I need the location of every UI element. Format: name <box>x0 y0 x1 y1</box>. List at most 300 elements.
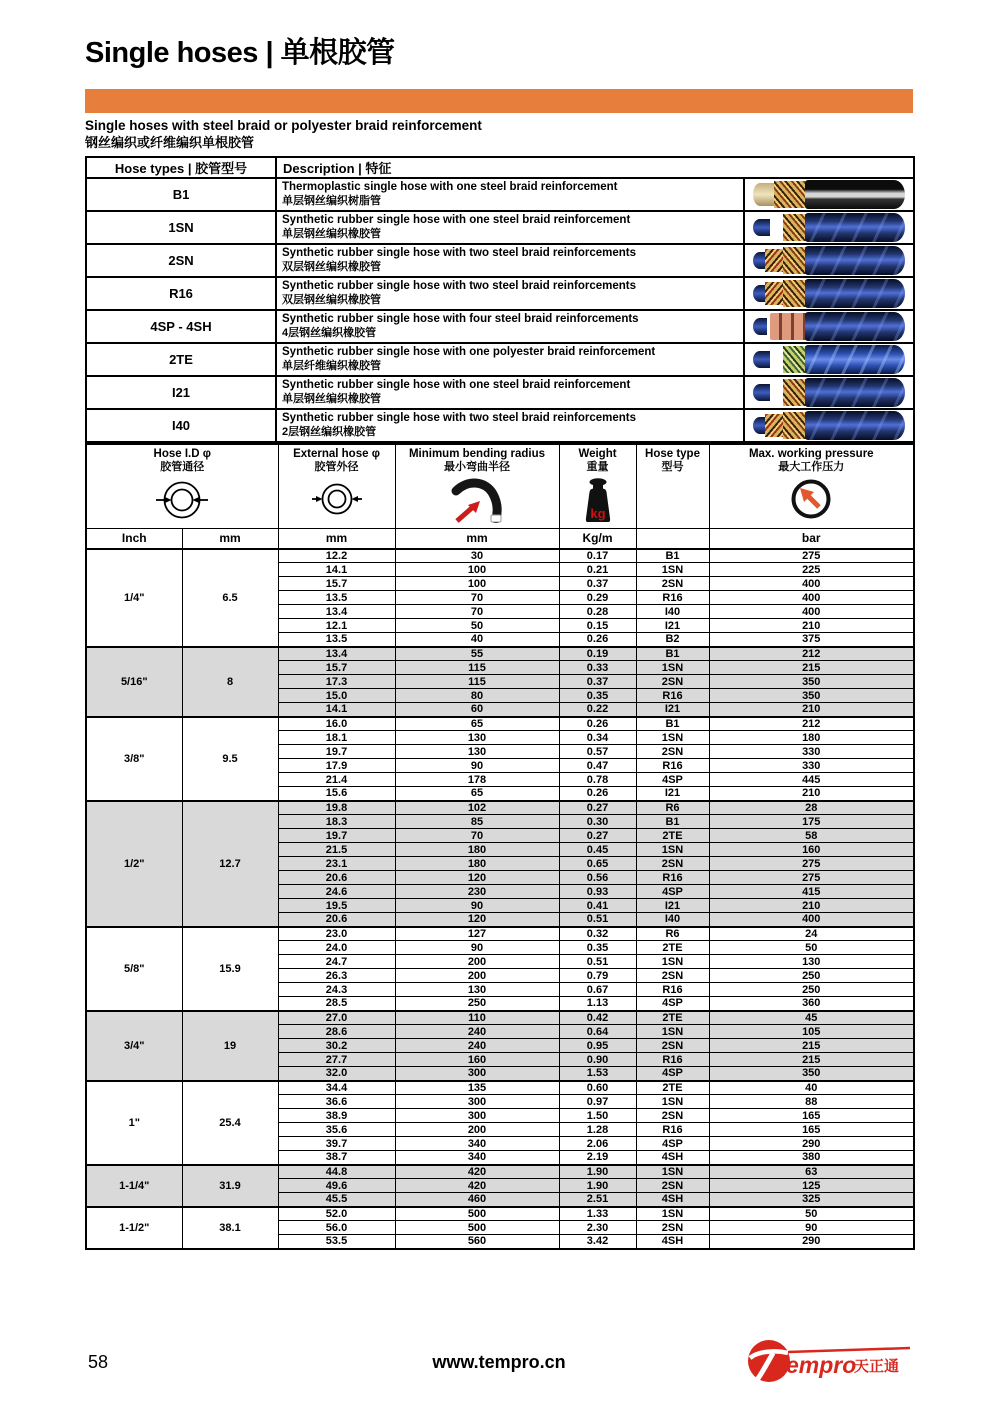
hose-type-value: B1 <box>636 549 709 563</box>
pressure-value: 212 <box>709 647 914 661</box>
unit-mm: mm <box>278 529 395 549</box>
hose-type-description <box>276 178 744 211</box>
bending-radius-value: 200 <box>395 969 559 983</box>
pressure-value: 275 <box>709 871 914 885</box>
external-diameter-value: 13.5 <box>278 591 395 605</box>
hose-type-code: 2TE <box>86 343 276 376</box>
hose-id-mm: 31.9 <box>182 1165 278 1207</box>
hose-type-value: 2SN <box>636 969 709 983</box>
weight-value: 1.90 <box>559 1179 636 1193</box>
hose-type-value: 4SP <box>636 1067 709 1081</box>
pressure-value: 415 <box>709 885 914 899</box>
hose-type-value: 2SN <box>636 1179 709 1193</box>
col-label-zh: 型号 <box>661 461 684 473</box>
weight-value: 3.42 <box>559 1235 636 1249</box>
hose-type-value: R16 <box>636 591 709 605</box>
weight-value: 0.51 <box>559 955 636 969</box>
i21-hose-photo <box>753 378 905 407</box>
subtitle-en: Single hoses with steel braid or polyester braid reinforcement <box>85 118 482 133</box>
weight-value: 0.27 <box>559 829 636 843</box>
weight-value: 0.37 <box>559 675 636 689</box>
pressure-value: 215 <box>709 661 914 675</box>
spec-header-row <box>86 444 914 529</box>
bending-radius-value: 120 <box>395 913 559 927</box>
hose-type-value: B1 <box>636 815 709 829</box>
hose-id-mm: 9.5 <box>182 717 278 801</box>
weight-value: 1.50 <box>559 1109 636 1123</box>
hose-type-row <box>86 211 914 244</box>
weight-value: 1.90 <box>559 1165 636 1179</box>
pressure-value: 290 <box>709 1235 914 1249</box>
bending-radius-value: 230 <box>395 885 559 899</box>
weight-value: 0.78 <box>559 773 636 787</box>
weight-value: 0.65 <box>559 857 636 871</box>
bending-radius-value: 460 <box>395 1193 559 1207</box>
description-en: Synthetic rubber single hose with two steel braid reinforcements <box>282 280 637 292</box>
col-hose-id <box>86 444 278 529</box>
hose-type-row <box>86 244 914 277</box>
bending-radius-value: 130 <box>395 983 559 997</box>
hose-type-value: B2 <box>636 633 709 647</box>
weight-value: 0.32 <box>559 927 636 941</box>
bending-radius-value: 70 <box>395 605 559 619</box>
weight-value: 0.93 <box>559 885 636 899</box>
weight-value: 0.56 <box>559 871 636 885</box>
hose-type-value: 2TE <box>636 1081 709 1095</box>
weight-value: 0.29 <box>559 591 636 605</box>
weight-value: 0.26 <box>559 633 636 647</box>
description-en: Synthetic rubber single hose with one steel braid reinforcement <box>282 379 631 391</box>
external-diameter-value: 24.6 <box>278 885 395 899</box>
bending-radius-value: 65 <box>395 787 559 801</box>
pressure-value: 350 <box>709 1067 914 1081</box>
bending-radius-value: 160 <box>395 1053 559 1067</box>
col-label: External hose φ <box>293 448 380 460</box>
weight-value: 0.19 <box>559 647 636 661</box>
weight-value: 0.51 <box>559 913 636 927</box>
pressure-value: 400 <box>709 591 914 605</box>
pressure-value: 180 <box>709 731 914 745</box>
hose-id-mm: 12.7 <box>182 801 278 927</box>
hose-id-inch: 5/16" <box>86 647 182 717</box>
spec-table <box>85 443 915 1250</box>
pressure-value: 360 <box>709 997 914 1011</box>
unit-mm: mm <box>395 529 559 549</box>
col-max-pressure <box>709 444 914 529</box>
hose-type-description <box>276 409 744 442</box>
hose-type-value: 4SP <box>636 885 709 899</box>
external-diameter-value: 15.0 <box>278 689 395 703</box>
col-hose-type <box>636 444 709 529</box>
units-row <box>86 529 914 549</box>
pressure-value: 290 <box>709 1137 914 1151</box>
bending-radius-value: 300 <box>395 1067 559 1081</box>
hose-id-mm: 15.9 <box>182 927 278 1011</box>
external-diameter-value: 24.3 <box>278 983 395 997</box>
hose-type-code: 2SN <box>86 244 276 277</box>
hose-type-value: 1SN <box>636 563 709 577</box>
description-zh: 2层钢丝编织橡胶管 <box>282 426 377 438</box>
hose-id-inch: 5/8" <box>86 927 182 1011</box>
col-label-zh: 重量 <box>586 461 609 473</box>
hose-photo-cell <box>744 211 914 244</box>
external-diameter-value: 38.9 <box>278 1109 395 1123</box>
external-diameter-value: 19.7 <box>278 829 395 843</box>
external-diameter-value: 17.3 <box>278 675 395 689</box>
hose-type-value: 2SN <box>636 857 709 871</box>
4sp-hose-photo <box>753 312 905 341</box>
description-zh: 单层钢丝编织橡胶管 <box>282 393 381 405</box>
external-diameter-value: 38.7 <box>278 1151 395 1165</box>
hose-type-description <box>276 376 744 409</box>
external-diameter-value: 44.8 <box>278 1165 395 1179</box>
col-external-diameter <box>278 444 395 529</box>
external-diameter-value: 27.7 <box>278 1053 395 1067</box>
weight-value: 0.41 <box>559 899 636 913</box>
weight-value: 2.30 <box>559 1221 636 1235</box>
page-title: Single hoses | 单根胶管 <box>85 37 395 69</box>
external-diameter-value: 15.6 <box>278 787 395 801</box>
pressure-value: 445 <box>709 773 914 787</box>
hose-type-code: R16 <box>86 277 276 310</box>
external-diameter-value: 19.8 <box>278 801 395 815</box>
pressure-value: 212 <box>709 717 914 731</box>
pressure-value: 45 <box>709 1011 914 1025</box>
bending-radius-value: 178 <box>395 773 559 787</box>
hose-type-value: 1SN <box>636 955 709 969</box>
bending-radius-value: 240 <box>395 1025 559 1039</box>
accent-bar <box>85 89 913 113</box>
hose-type-value: 1SN <box>636 1095 709 1109</box>
weight-value: 0.27 <box>559 801 636 815</box>
weight-value: 1.28 <box>559 1123 636 1137</box>
hose-type-value: R16 <box>636 871 709 885</box>
2sn-hose-photo <box>753 246 905 275</box>
hose-type-value: R16 <box>636 689 709 703</box>
external-diameter-value: 19.5 <box>278 899 395 913</box>
description-en: Synthetic rubber single hose with one steel braid reinforcement <box>282 214 631 226</box>
spec-row <box>86 549 914 563</box>
bending-radius-value: 115 <box>395 661 559 675</box>
unit-bar: bar <box>709 529 914 549</box>
bending-radius-value: 70 <box>395 591 559 605</box>
pressure-value: 210 <box>709 619 914 633</box>
col-label-zh: 胶管通径 <box>160 461 205 473</box>
hose-type-value: 2SN <box>636 1109 709 1123</box>
pressure-value: 90 <box>709 1221 914 1235</box>
pressure-value: 375 <box>709 633 914 647</box>
bending-radius-value: 130 <box>395 731 559 745</box>
external-diameter-value: 17.9 <box>278 759 395 773</box>
weight-value: 0.67 <box>559 983 636 997</box>
bending-radius-value: 55 <box>395 647 559 661</box>
bending-radius-value: 500 <box>395 1221 559 1235</box>
external-diameter-value: 21.5 <box>278 843 395 857</box>
bending-radius-value: 420 <box>395 1179 559 1193</box>
hose-type-value: I21 <box>636 619 709 633</box>
hose-type-value: R16 <box>636 983 709 997</box>
pressure-value: 325 <box>709 1193 914 1207</box>
pressure-value: 210 <box>709 899 914 913</box>
weight-value: 0.21 <box>559 563 636 577</box>
hose-type-value: 2SN <box>636 675 709 689</box>
description-en: Synthetic rubber single hose with two steel braid reinforcements <box>282 412 637 424</box>
pressure-value: 165 <box>709 1123 914 1137</box>
external-diameter-value: 52.0 <box>278 1207 395 1221</box>
description-zh: 单层钢丝编织树脂管 <box>282 195 381 207</box>
hose-id-inch: 1" <box>86 1081 182 1165</box>
external-diameter-value: 13.4 <box>278 605 395 619</box>
hose-id-mm: 38.1 <box>182 1207 278 1249</box>
hose-type-value: 1SN <box>636 661 709 675</box>
hose-type-value: 4SH <box>636 1193 709 1207</box>
spec-row <box>86 927 914 941</box>
weight-value: 0.97 <box>559 1095 636 1109</box>
pressure-value: 275 <box>709 857 914 871</box>
bending-radius-value: 420 <box>395 1165 559 1179</box>
bending-radius-value: 180 <box>395 843 559 857</box>
hose-type-value: I21 <box>636 899 709 913</box>
spec-row <box>86 1081 914 1095</box>
pressure-value: 210 <box>709 787 914 801</box>
external-diameter-value: 45.5 <box>278 1193 395 1207</box>
bending-radius-value: 130 <box>395 745 559 759</box>
description-zh: 4层钢丝编织橡胶管 <box>282 327 377 339</box>
pressure-value: 330 <box>709 745 914 759</box>
hose-type-value: 1SN <box>636 731 709 745</box>
external-diameter-value: 18.3 <box>278 815 395 829</box>
pressure-value: 24 <box>709 927 914 941</box>
i40-hose-photo <box>753 411 905 440</box>
hose-id-inch: 1/2" <box>86 801 182 927</box>
bending-radius-value: 340 <box>395 1137 559 1151</box>
weight-value: 1.33 <box>559 1207 636 1221</box>
hose-type-value: 2TE <box>636 941 709 955</box>
external-diameter-value: 28.6 <box>278 1025 395 1039</box>
external-diameter-value: 26.3 <box>278 969 395 983</box>
hose-type-value: R16 <box>636 1123 709 1137</box>
hose-type-row <box>86 376 914 409</box>
hose-type-description <box>276 211 744 244</box>
bending-radius-value: 90 <box>395 899 559 913</box>
external-diameter-value: 13.4 <box>278 647 395 661</box>
weight-value: 0.33 <box>559 661 636 675</box>
weight-value: 1.13 <box>559 997 636 1011</box>
external-diameter-value: 24.0 <box>278 941 395 955</box>
weight-value: 0.34 <box>559 731 636 745</box>
bending-radius-value: 110 <box>395 1011 559 1025</box>
hose-types-header: Hose types | 胶管型号 <box>86 157 276 178</box>
hose-type-value: R16 <box>636 759 709 773</box>
col-weight <box>559 444 636 529</box>
weight-value: 0.79 <box>559 969 636 983</box>
description-header: Description | 特征 <box>276 157 914 178</box>
bending-radius-value: 115 <box>395 675 559 689</box>
pressure-value: 350 <box>709 675 914 689</box>
external-diameter-value: 27.0 <box>278 1011 395 1025</box>
external-diameter-value: 15.7 <box>278 661 395 675</box>
bending-radius-value: 40 <box>395 633 559 647</box>
description-en: Thermoplastic single hose with one steel braid reinforcement <box>282 181 618 193</box>
unit-kgm: Kg/m <box>559 529 636 549</box>
b1-hose-photo <box>753 180 905 209</box>
pressure-value: 28 <box>709 801 914 815</box>
pressure-icon <box>710 477 914 526</box>
weight-value: 0.35 <box>559 941 636 955</box>
spec-row <box>86 717 914 731</box>
pressure-value: 50 <box>709 1207 914 1221</box>
svg-text:kg: kg <box>589 506 606 521</box>
external-diameter-value: 28.5 <box>278 997 395 1011</box>
hose-type-row <box>86 343 914 376</box>
external-diameter-value: 20.6 <box>278 871 395 885</box>
hose-type-value: 1SN <box>636 1207 709 1221</box>
col-label: Hose I.D φ <box>153 448 211 460</box>
hose-id-inch: 1/4" <box>86 549 182 647</box>
bending-radius-value: 250 <box>395 997 559 1011</box>
hose-type-value: 2TE <box>636 829 709 843</box>
outer-diameter-icon <box>279 477 395 526</box>
hose-type-row <box>86 409 914 442</box>
bending-radius-value: 90 <box>395 941 559 955</box>
pressure-value: 105 <box>709 1025 914 1039</box>
bending-radius-value: 127 <box>395 927 559 941</box>
weight-value: 0.15 <box>559 619 636 633</box>
col-label: Max. working pressure <box>748 448 874 460</box>
description-zh: 双层钢丝编织橡胶管 <box>282 261 381 273</box>
hose-photo-cell <box>744 409 914 442</box>
hose-type-value: 4SP <box>636 997 709 1011</box>
external-diameter-value: 13.5 <box>278 633 395 647</box>
hose-type-value: B1 <box>636 717 709 731</box>
pressure-value: 88 <box>709 1095 914 1109</box>
hose-type-row <box>86 277 914 310</box>
pressure-value: 215 <box>709 1039 914 1053</box>
hose-type-description <box>276 343 744 376</box>
hose-type-row <box>86 178 914 211</box>
spec-row <box>86 647 914 661</box>
bending-radius-value: 180 <box>395 857 559 871</box>
hose-type-code: I21 <box>86 376 276 409</box>
weight-value: 2.19 <box>559 1151 636 1165</box>
bending-radius-value: 100 <box>395 577 559 591</box>
logo-zh-text: 天正通 <box>854 1358 900 1375</box>
col-bending-radius <box>395 444 559 529</box>
hose-type-value: 1SN <box>636 1025 709 1039</box>
hose-type-description <box>276 244 744 277</box>
website-url: www.tempro.cn <box>432 1352 566 1372</box>
page-number: 58 <box>88 1352 109 1372</box>
hose-types-table <box>85 156 915 443</box>
col-label-zh: 最大工作压力 <box>778 461 845 473</box>
hose-type-value: R16 <box>636 1053 709 1067</box>
spec-row <box>86 1207 914 1221</box>
hose-id-mm: 8 <box>182 647 278 717</box>
weight-icon <box>560 477 636 528</box>
external-diameter-value: 24.7 <box>278 955 395 969</box>
weight-value: 0.42 <box>559 1011 636 1025</box>
description-zh: 单层纤维编织橡胶管 <box>282 360 381 372</box>
bending-radius-value: 60 <box>395 703 559 717</box>
weight-value: 0.57 <box>559 745 636 759</box>
weight-value: 0.37 <box>559 577 636 591</box>
subtitle-zh: 钢丝编织或纤维编织单根胶管 <box>85 135 255 150</box>
bending-radius-value: 80 <box>395 689 559 703</box>
pressure-value: 63 <box>709 1165 914 1179</box>
hose-id-inch: 1-1/4" <box>86 1165 182 1207</box>
spec-row <box>86 1165 914 1179</box>
weight-value: 0.35 <box>559 689 636 703</box>
bending-radius-value: 85 <box>395 815 559 829</box>
pressure-value: 210 <box>709 703 914 717</box>
external-diameter-value: 35.6 <box>278 1123 395 1137</box>
hose-type-description <box>276 310 744 343</box>
hose-type-code: I40 <box>86 409 276 442</box>
pressure-value: 275 <box>709 549 914 563</box>
pressure-value: 165 <box>709 1109 914 1123</box>
pressure-value: 50 <box>709 941 914 955</box>
bending-radius-value: 90 <box>395 759 559 773</box>
spec-row <box>86 801 914 815</box>
2te-hose-photo <box>753 345 905 374</box>
hose-type-description <box>276 277 744 310</box>
weight-value: 0.17 <box>559 549 636 563</box>
hose-type-value: 2TE <box>636 1011 709 1025</box>
pressure-value: 400 <box>709 577 914 591</box>
weight-value: 1.53 <box>559 1067 636 1081</box>
bending-radius-value: 102 <box>395 801 559 815</box>
weight-value: 0.45 <box>559 843 636 857</box>
weight-value: 0.22 <box>559 703 636 717</box>
external-diameter-value: 12.2 <box>278 549 395 563</box>
hose-type-value: 4SH <box>636 1235 709 1249</box>
unit-inch: Inch <box>86 529 182 549</box>
hose-type-value: R6 <box>636 801 709 815</box>
hose-type-value: 4SP <box>636 1137 709 1151</box>
hose-id-inch: 1-1/2" <box>86 1207 182 1249</box>
logo-latin-text: empro <box>786 1352 857 1378</box>
weight-value: 0.60 <box>559 1081 636 1095</box>
spec-row <box>86 1011 914 1025</box>
hose-types-header-row <box>86 157 914 178</box>
hose-id-mm: 19 <box>182 1011 278 1081</box>
hose-type-value: B1 <box>636 647 709 661</box>
external-diameter-value: 16.0 <box>278 717 395 731</box>
bending-radius-value: 120 <box>395 871 559 885</box>
bending-radius-value: 100 <box>395 563 559 577</box>
bending-radius-value: 560 <box>395 1235 559 1249</box>
pressure-value: 175 <box>709 815 914 829</box>
hose-photo-cell <box>744 376 914 409</box>
weight-value: 2.51 <box>559 1193 636 1207</box>
col-label-zh: 胶管外径 <box>314 461 359 473</box>
weight-value: 2.06 <box>559 1137 636 1151</box>
col-label-zh: 最小弯曲半径 <box>444 461 510 473</box>
external-diameter-value: 18.1 <box>278 731 395 745</box>
pressure-value: 40 <box>709 1081 914 1095</box>
pressure-value: 250 <box>709 983 914 997</box>
external-diameter-value: 53.5 <box>278 1235 395 1249</box>
weight-value: 0.90 <box>559 1053 636 1067</box>
external-diameter-value: 39.7 <box>278 1137 395 1151</box>
pressure-value: 250 <box>709 969 914 983</box>
pressure-value: 58 <box>709 829 914 843</box>
hose-type-code: 4SP - 4SH <box>86 310 276 343</box>
bending-radius-value: 70 <box>395 829 559 843</box>
r16-hose-photo <box>753 279 905 308</box>
external-diameter-value: 49.6 <box>278 1179 395 1193</box>
hose-id-mm: 6.5 <box>182 549 278 647</box>
